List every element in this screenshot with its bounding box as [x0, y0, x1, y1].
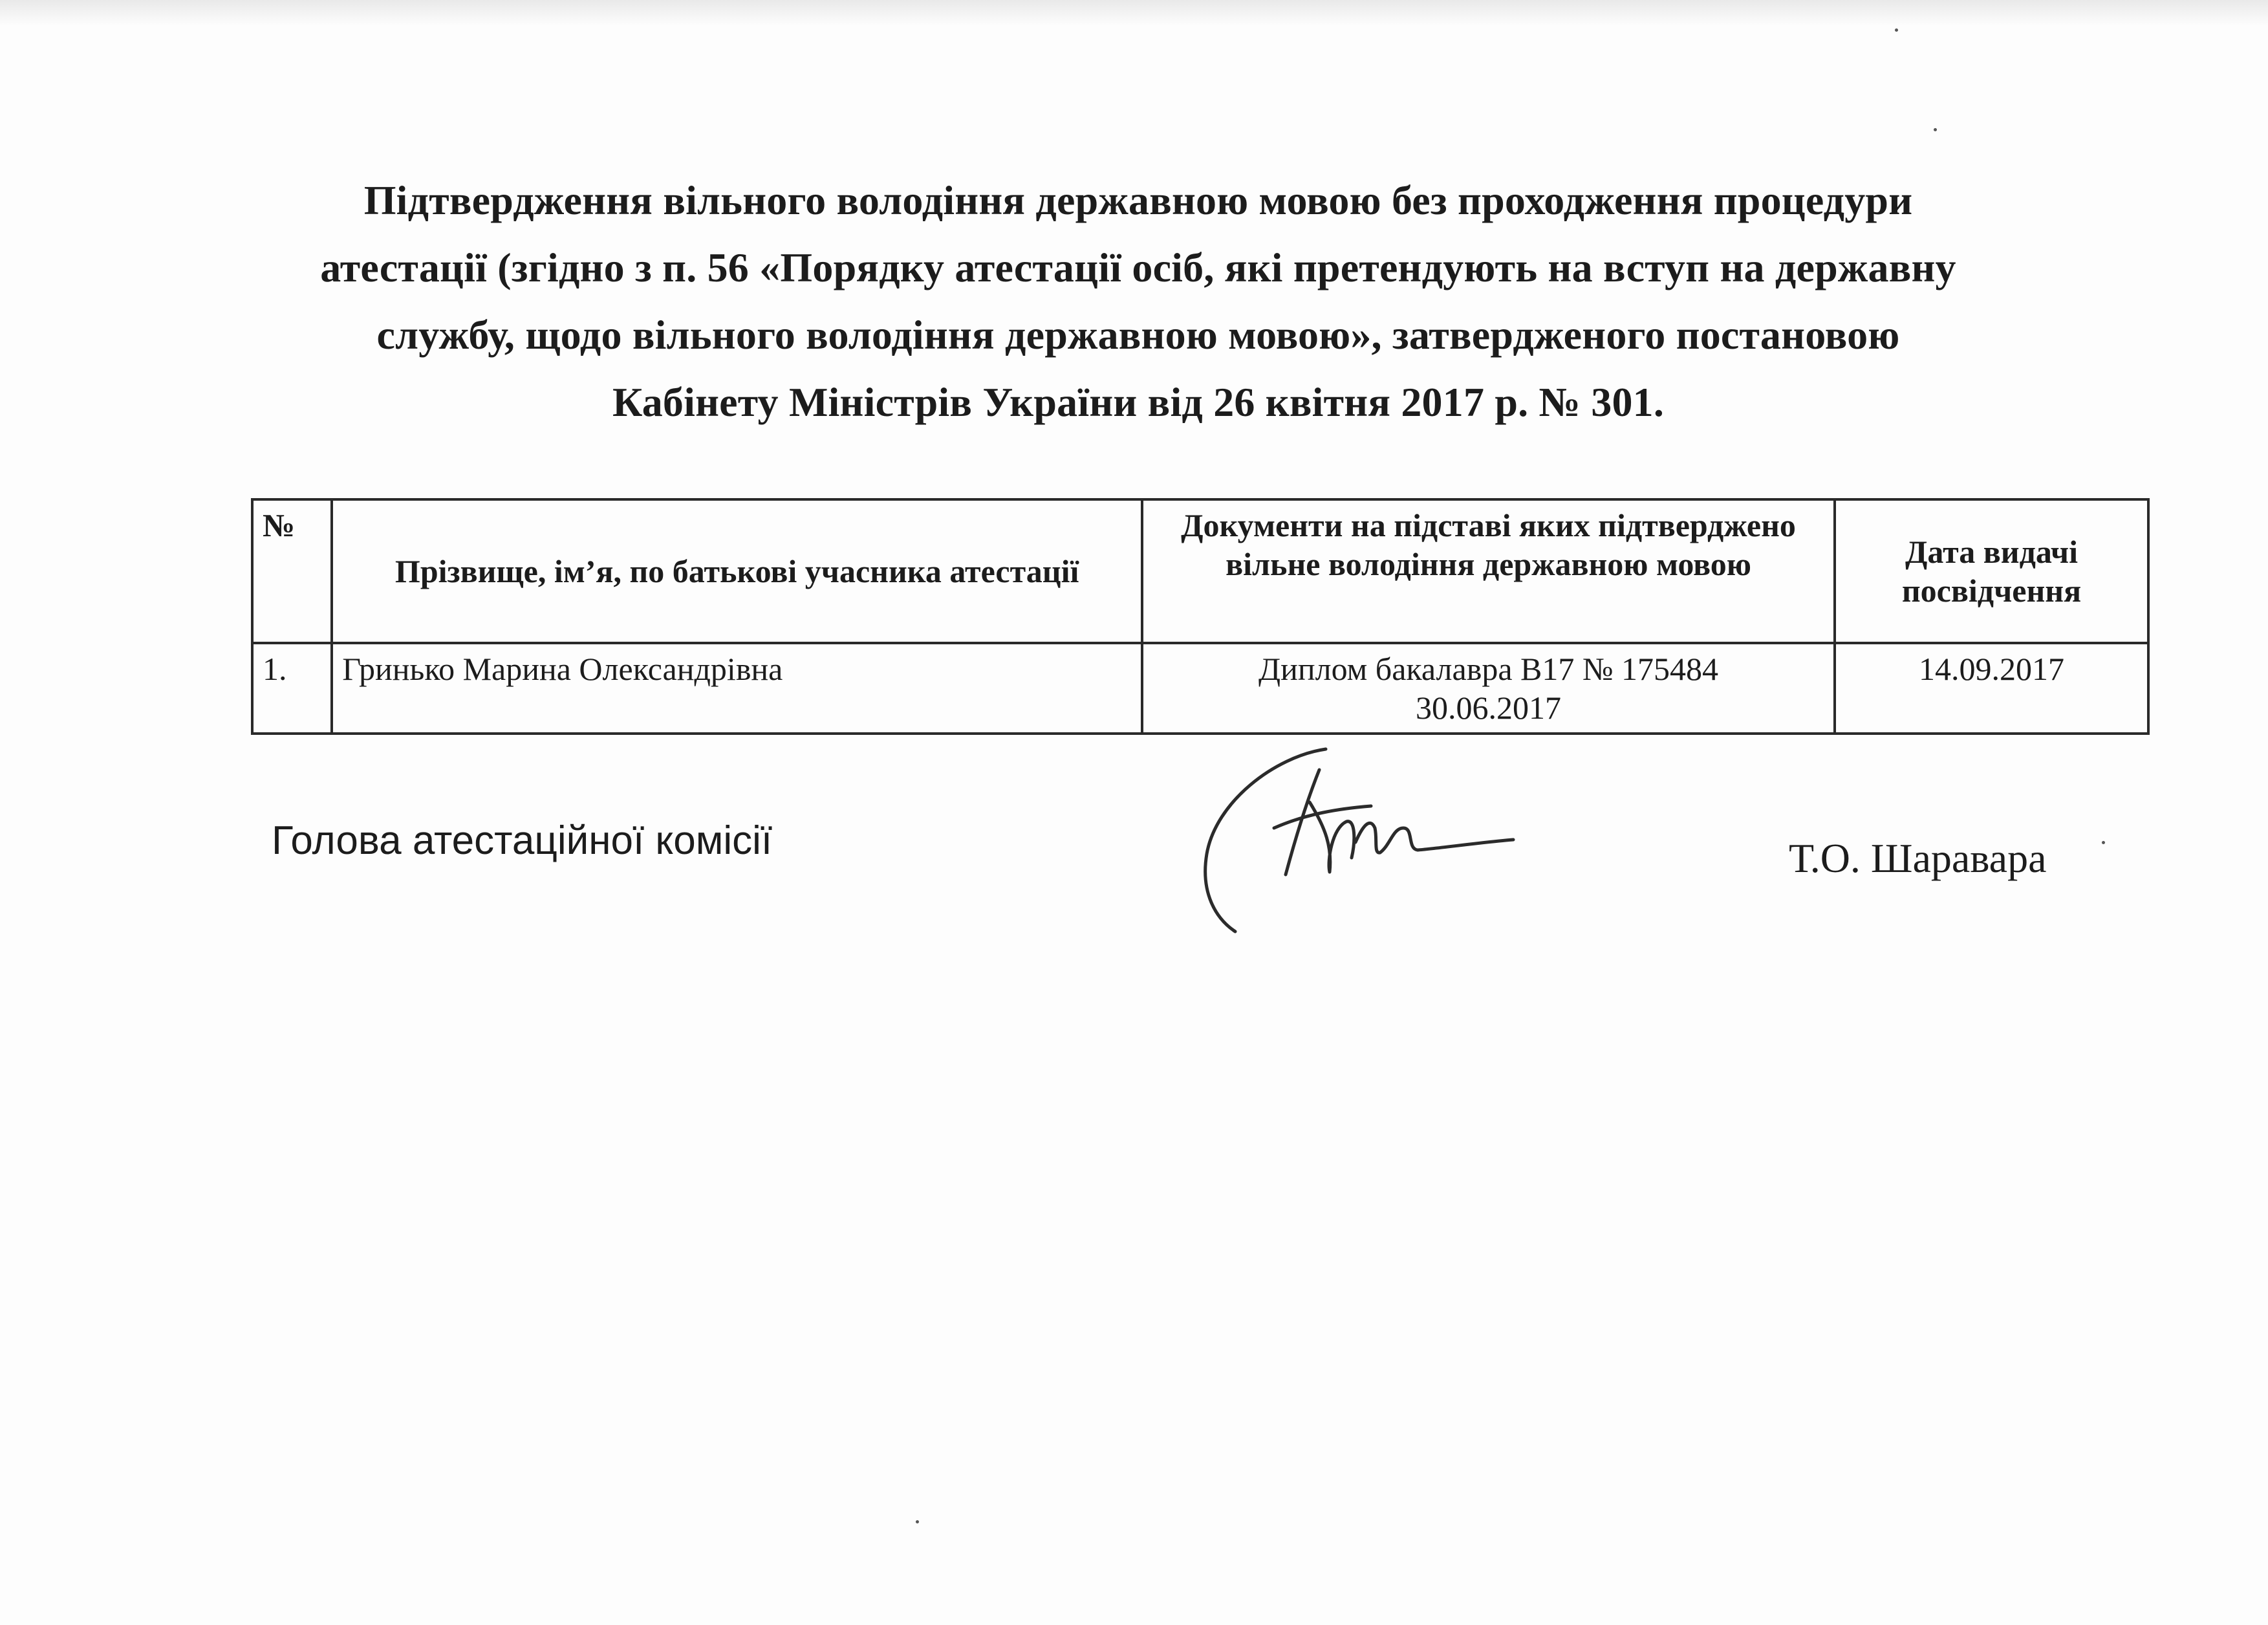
scan-speck — [1934, 128, 1937, 131]
row-document-title: Диплом бакалавра В17 № 175484 — [1258, 651, 1719, 687]
scan-speck — [1895, 28, 1898, 32]
row-documents — [1142, 643, 1835, 734]
document-title — [194, 167, 2082, 436]
header-documents: Документи на підставі яких підтверджено вільне володіння державною мовою — [1142, 499, 1835, 643]
title-line-1: Підтвердження вільного володіння державною мовою без проходження процедури — [363, 177, 1913, 223]
row-full-name: Гринько Марина Олександрівна — [332, 643, 1142, 734]
row-number: 1. — [252, 643, 332, 734]
table-header-row — [252, 499, 2148, 643]
title-line-4: Кабінету Міністрів України від 26 квітня 2017 р. № 301. — [612, 379, 1665, 425]
attestation-table — [251, 498, 2150, 735]
signatory-role: Голова атестаційної комісії — [272, 818, 773, 863]
header-number: № — [252, 499, 332, 643]
title-line-2: атестації (згідно з п. 56 «Порядку атестації осіб, які претендують на вступ на державну — [320, 245, 1956, 290]
table-row — [252, 643, 2148, 734]
title-line-3: службу, щодо вільного володіння державною мовою», затвердженого постановою — [376, 312, 1900, 358]
row-document-date: 30.06.2017 — [1416, 690, 1562, 726]
header-issue-date: Дата видачі посвідчення — [1835, 499, 2148, 643]
scan-speck — [916, 1520, 919, 1523]
row-issue-date: 14.09.2017 — [1835, 643, 2148, 734]
handwritten-signature — [1177, 731, 1539, 938]
scan-speck — [2102, 841, 2105, 844]
header-full-name: Прізвище, ім’я, по батькові учасника атестації — [332, 499, 1142, 643]
signatory-name: Т.О. Шаравара — [1789, 835, 2047, 881]
scan-top-edge — [0, 0, 2268, 26]
